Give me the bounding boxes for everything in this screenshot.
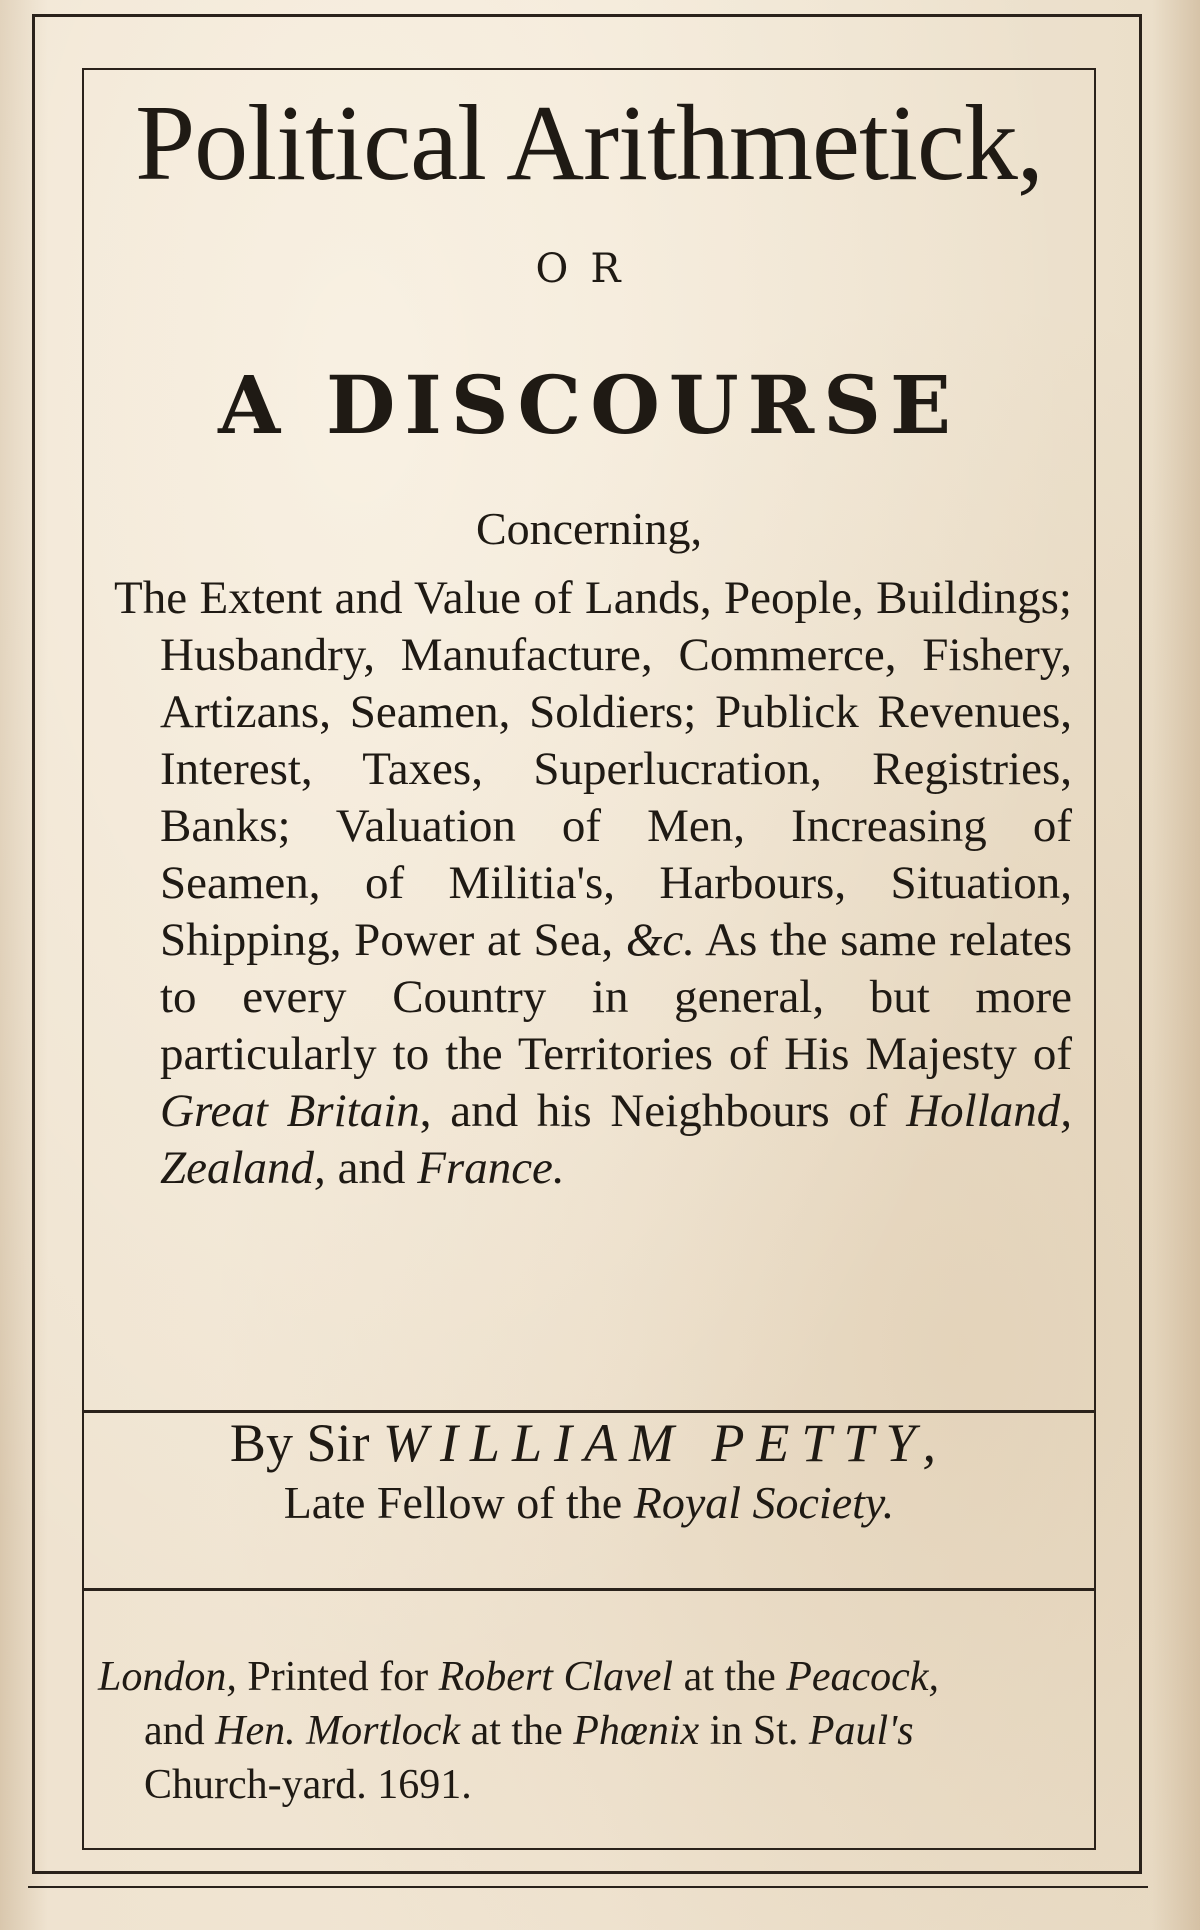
inner-frame xyxy=(82,68,1096,1850)
author-affiliation xyxy=(84,1476,1094,1529)
subject-text-1: The Extent and Value of Lands, People, Buildings; Husbandry, Manufacture, Commerce, Fishery, Artizans, Seamen, Soldiers; Publick Revenues, Interest, Taxes, Superlucration, Registries, Banks; Valuation of Men, Increasing of Seamen, of Militia's, Harbours, Situation, Shipping, Power at Sea, xyxy=(114,572,1072,966)
zealand: Zealand, xyxy=(160,1142,326,1194)
phoenix: Phœnix xyxy=(573,1708,700,1754)
etc-abbrev: &c. xyxy=(625,914,696,966)
printer-clavel: Robert Clavel xyxy=(438,1654,674,1700)
book-title: Political Arithmetick, xyxy=(135,84,1043,203)
subject-text-3: , and his Neighbours of xyxy=(419,1085,888,1137)
imprint xyxy=(98,1650,1072,1812)
at-the-2: at the xyxy=(470,1708,563,1754)
subject-paragraph xyxy=(114,570,1072,1197)
great-britain: Great Britain xyxy=(160,1085,420,1137)
author-name: WILLIAM PETTY, xyxy=(382,1413,949,1473)
london: London, xyxy=(98,1654,237,1700)
printer-mortlock: Hen. Mortlock xyxy=(215,1708,461,1754)
france: France. xyxy=(417,1142,565,1194)
imprint-line-2 xyxy=(98,1704,1072,1758)
or-connector: OR xyxy=(535,246,643,292)
and-label: and xyxy=(144,1708,205,1754)
printed-for: Printed for xyxy=(247,1654,429,1700)
at-the-1: at the xyxy=(683,1654,776,1700)
imprint-line-1 xyxy=(98,1650,1072,1704)
subject-text-2: As the same relates to every Country in general, but more particularly to the Territories of His Majesty of xyxy=(160,914,1072,1080)
fellow-label: Late Fellow of the xyxy=(283,1477,623,1528)
in-st: in St. xyxy=(709,1708,799,1754)
royal-society: Royal Society. xyxy=(633,1477,895,1528)
divider-bottom xyxy=(84,1588,1094,1591)
discourse-heading: A DISCOURSE xyxy=(218,358,960,452)
peacock: Peacock, xyxy=(786,1654,939,1700)
subject-text-4: and xyxy=(337,1142,406,1194)
imprint-line-3: Church-yard. 1691. xyxy=(144,1762,472,1808)
bottom-double-rule xyxy=(28,1886,1148,1888)
by-label: By Sir xyxy=(229,1413,370,1473)
holland: Holland, xyxy=(906,1085,1072,1137)
concerning-label: Concerning, xyxy=(475,503,703,554)
pauls: Paul's xyxy=(808,1708,914,1754)
author-line xyxy=(84,1412,1094,1474)
